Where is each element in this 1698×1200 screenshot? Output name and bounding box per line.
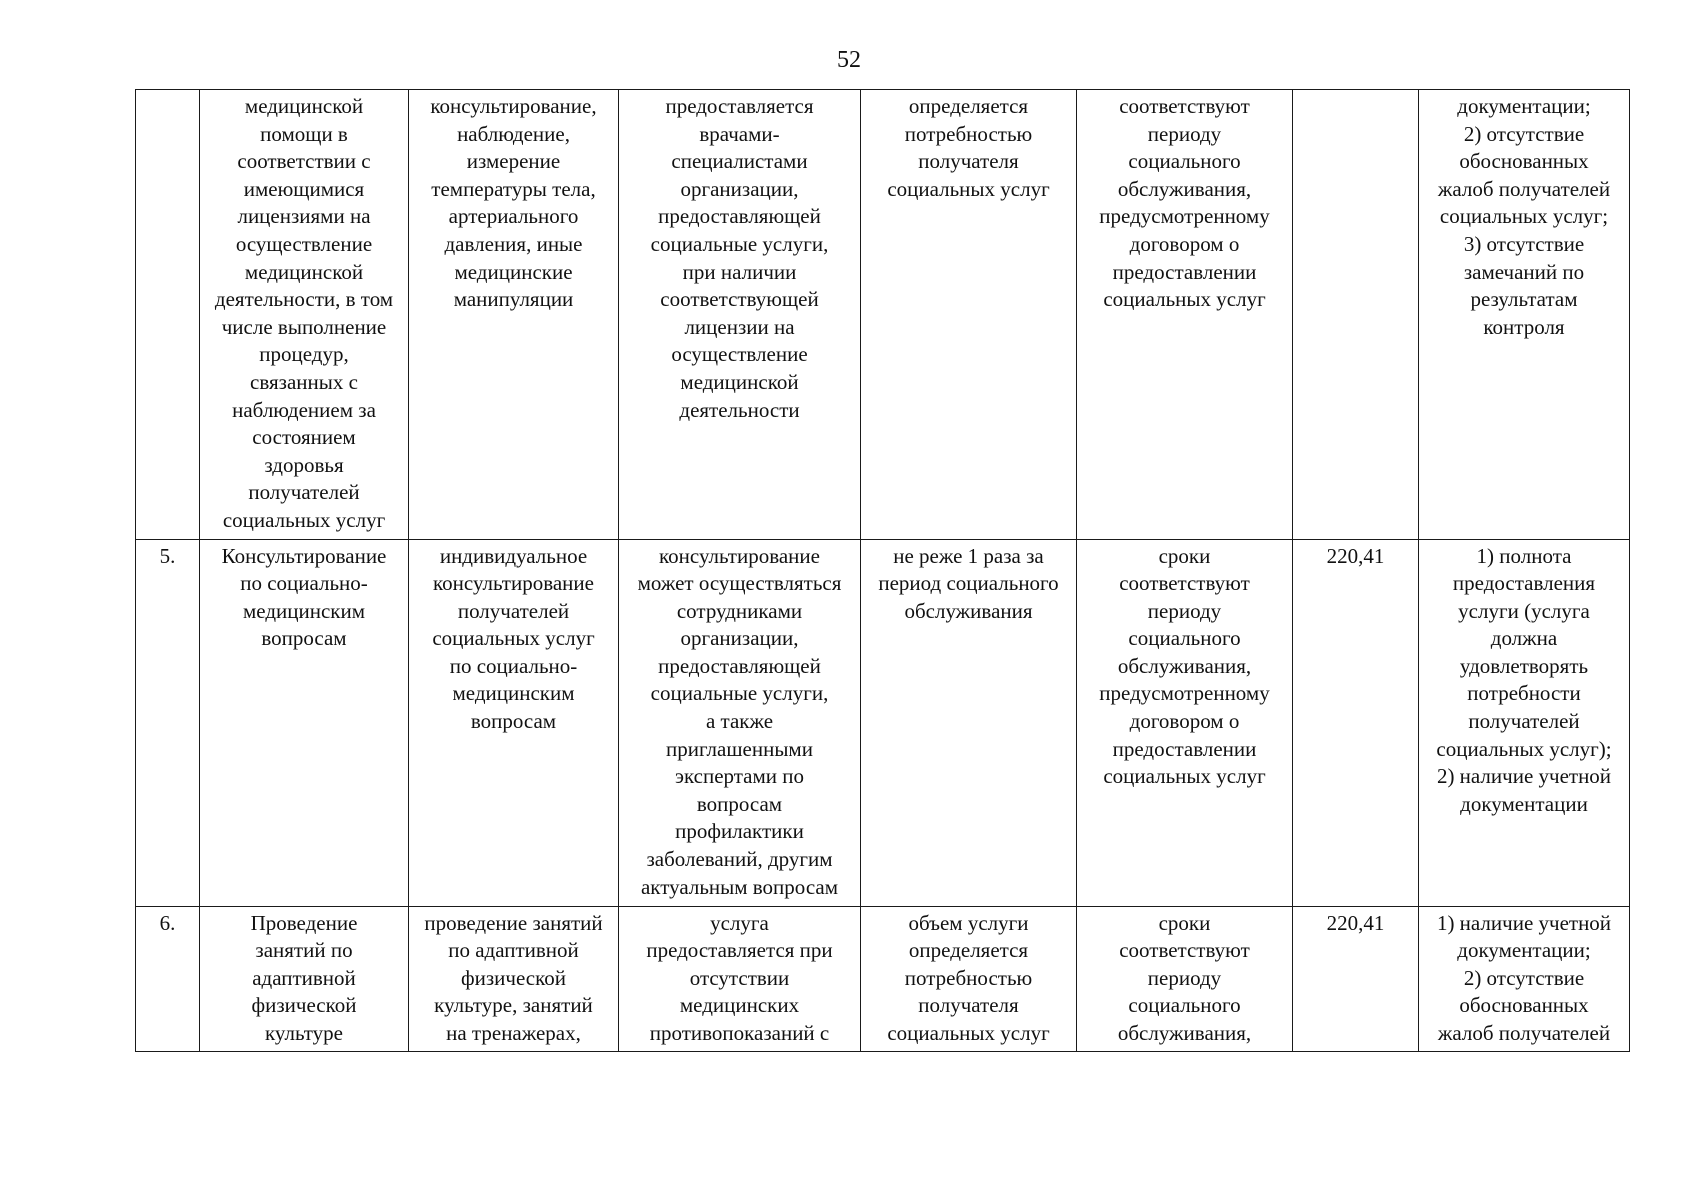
row-number-cell: 6. (136, 906, 200, 1052)
service-name-cell: Консультирование по социально- медицинским вопросам (200, 539, 409, 906)
service-volume-cell: определяется потребностью получателя социальных услуг (861, 90, 1077, 540)
service-conditions-cell: предоставляется врачами- специалистами организации, предоставляющей социальные услуги, при наличии соответствующей лицензии на осуществление медицинской деятельности (619, 90, 861, 540)
service-tariff-cell: 220,41 (1293, 906, 1419, 1052)
service-conditions-cell: услуга предоставляется при отсутствии медицинских противопоказаний с (619, 906, 861, 1052)
service-quality-cell: 1) полнота предоставления услуги (услуга должна удовлетворять потребности получателей социальных услуг); 2) наличие учетной документации (1419, 539, 1630, 906)
service-name-cell: медицинской помощи в соответствии с имеющимися лицензиями на осуществление медицинской деятельности, в том числе выполнение процедур, связанных с наблюдением за состоянием здоровья получателей социальных услуг (200, 90, 409, 540)
service-description-cell: индивидуальное консультирование получателей социальных услуг по социально- медицинским вопросам (409, 539, 619, 906)
services-table (135, 89, 1630, 1052)
service-terms-cell: сроки соответствуют периоду социального обслуживания, предусмотренному договором о предоставлении социальных услуг (1077, 539, 1293, 906)
service-volume-cell: не реже 1 раза за период социального обслуживания (861, 539, 1077, 906)
service-name-cell: Проведение занятий по адаптивной физической культуре (200, 906, 409, 1052)
service-volume-cell: объем услуги определяется потребностью получателя социальных услуг (861, 906, 1077, 1052)
service-quality-cell: 1) наличие учетной документации; 2) отсутствие обоснованных жалоб получателей (1419, 906, 1630, 1052)
page-number: 52 (837, 47, 861, 73)
row-number-cell (136, 90, 200, 540)
service-conditions-cell: консультирование может осуществляться сотрудниками организации, предоставляющей социальные услуги, а также приглашенными экспертами по вопросам профилактики заболеваний, другим актуальным вопросам (619, 539, 861, 906)
table-row (136, 90, 1630, 540)
service-terms-cell: соответствуют периоду социального обслуживания, предусмотренному договором о предоставлении социальных услуг (1077, 90, 1293, 540)
service-tariff-cell: 220,41 (1293, 539, 1419, 906)
service-description-cell: проведение занятий по адаптивной физической культуре, занятий на тренажерах, (409, 906, 619, 1052)
service-terms-cell: сроки соответствуют периоду социального обслуживания, (1077, 906, 1293, 1052)
service-description-cell: консультирование, наблюдение, измерение температуры тела, артериального давления, иные медицинские манипуляции (409, 90, 619, 540)
table-row (136, 906, 1630, 1052)
table-row (136, 539, 1630, 906)
service-quality-cell: документации; 2) отсутствие обоснованных жалоб получателей социальных услуг; 3) отсутствие замечаний по результатам контроля (1419, 90, 1630, 540)
service-tariff-cell (1293, 90, 1419, 540)
row-number-cell: 5. (136, 539, 200, 906)
